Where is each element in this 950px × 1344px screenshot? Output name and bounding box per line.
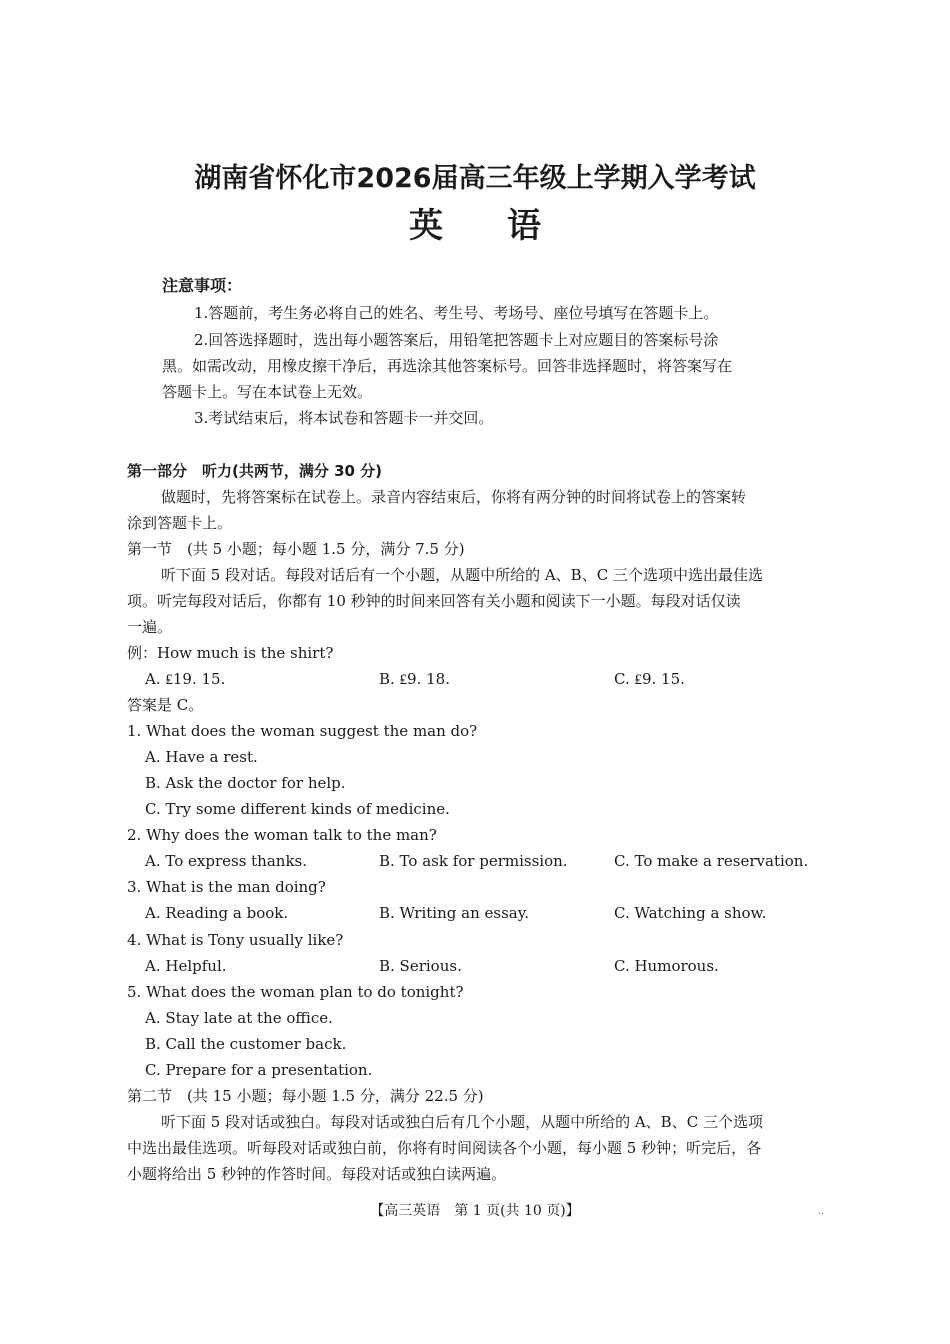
q4-option-b: B. Serious. bbox=[379, 957, 462, 975]
corner-mark: .. bbox=[818, 1206, 825, 1217]
section1-intro-line: 听下面 5 段对话。每段对话后有一个小题，从题中所给的 A、B、C 三个选项中选出最佳选 bbox=[161, 566, 763, 584]
q3-option-b: B. Writing an essay. bbox=[379, 904, 529, 922]
question-4: 4. What is Tony usually like? bbox=[127, 931, 344, 949]
section2-intro-line: 听下面 5 段对话或独白。每段对话或独白后有几个小题，从题中所给的 A、B、C 三个选项 bbox=[161, 1113, 763, 1131]
q1-option-c: C. Try some different kinds of medicine. bbox=[145, 800, 450, 818]
example-answer: 答案是 C。 bbox=[127, 696, 204, 714]
section2-heading: 第二节 (共 15 小题；每小题 1.5 分，满分 22.5 分) bbox=[127, 1087, 484, 1105]
section1-intro-line: 项。听完每段对话后，你都有 10 秒钟的时间来回答有关小题和阅读下一小题。每段对话仅读 bbox=[127, 592, 741, 610]
notice-heading: 注意事项： bbox=[162, 276, 243, 295]
section1-intro-line: 一遍。 bbox=[127, 618, 173, 636]
question-3: 3. What is the man doing? bbox=[127, 878, 326, 896]
section2-intro-line: 中选出最佳选项。听每段对话或独白前，你将有时间阅读各个小题，每小题 5 秒钟；听完后，各 bbox=[127, 1139, 762, 1157]
notice-line: 答题卡上。写在本试卷上无效。 bbox=[162, 383, 373, 401]
question-5: 5. What does the woman plan to do tonight? bbox=[127, 983, 464, 1001]
part1-heading: 第一部分 听力(共两节，满分 30 分) bbox=[127, 462, 383, 480]
q2-option-b: B. To ask for permission. bbox=[379, 852, 568, 870]
q3-option-a: A. Reading a book. bbox=[145, 904, 289, 922]
section1-heading: 第一节 (共 5 小题；每小题 1.5 分，满分 7.5 分) bbox=[127, 540, 465, 558]
q5-option-c: C. Prepare for a presentation. bbox=[145, 1061, 373, 1079]
q5-option-b: B. Call the customer back. bbox=[145, 1035, 347, 1053]
q4-option-a: A. Helpful. bbox=[145, 957, 227, 975]
exam-title: 湖南省怀化市2026届高三年级上学期入学考试 bbox=[194, 163, 756, 194]
q4-option-c: C. Humorous. bbox=[614, 957, 719, 975]
notice-line: 2.回答选择题时，选出每小题答案后，用铅笔把答题卡上对应题目的答案标号涂 bbox=[194, 331, 719, 349]
subject-title: 英语 bbox=[409, 206, 605, 246]
q1-option-b: B. Ask the doctor for help. bbox=[145, 774, 346, 792]
page-footer: 【高三英语 第 1 页(共 10 页)】 bbox=[370, 1203, 580, 1219]
example-question: 例：How much is the shirt? bbox=[127, 644, 334, 662]
q2-option-c: C. To make a reservation. bbox=[614, 852, 809, 870]
example-option-a: A. ₤19. 15. bbox=[145, 670, 226, 688]
notice-line: 1.答题前，考生务必将自己的姓名、考生号、考场号、座位号填写在答题卡上。 bbox=[194, 304, 719, 322]
section2-intro-line: 小题将给出 5 秒钟的作答时间。每段对话或独白读两遍。 bbox=[127, 1165, 507, 1183]
example-option-b: B. ₤9. 18. bbox=[379, 670, 450, 688]
q3-option-c: C. Watching a show. bbox=[614, 904, 767, 922]
part1-intro-line: 涂到答题卡上。 bbox=[127, 514, 233, 532]
notice-line: 3.考试结束后，将本试卷和答题卡一并交回。 bbox=[194, 409, 494, 427]
notice-line: 黑。如需改动，用橡皮擦干净后，再选涂其他答案标号。回答非选择题时，将答案写在 bbox=[162, 357, 733, 375]
example-option-c: C. ₤9. 15. bbox=[614, 670, 685, 688]
q5-option-a: A. Stay late at the office. bbox=[145, 1009, 333, 1027]
q2-option-a: A. To express thanks. bbox=[145, 852, 308, 870]
q1-option-a: A. Have a rest. bbox=[145, 748, 258, 766]
question-2: 2. Why does the woman talk to the man? bbox=[127, 826, 437, 844]
question-1: 1. What does the woman suggest the man do? bbox=[127, 722, 478, 740]
part1-intro-line: 做题时，先将答案标在试卷上。录音内容结束后，你将有两分钟的时间将试卷上的答案转 bbox=[161, 488, 747, 506]
